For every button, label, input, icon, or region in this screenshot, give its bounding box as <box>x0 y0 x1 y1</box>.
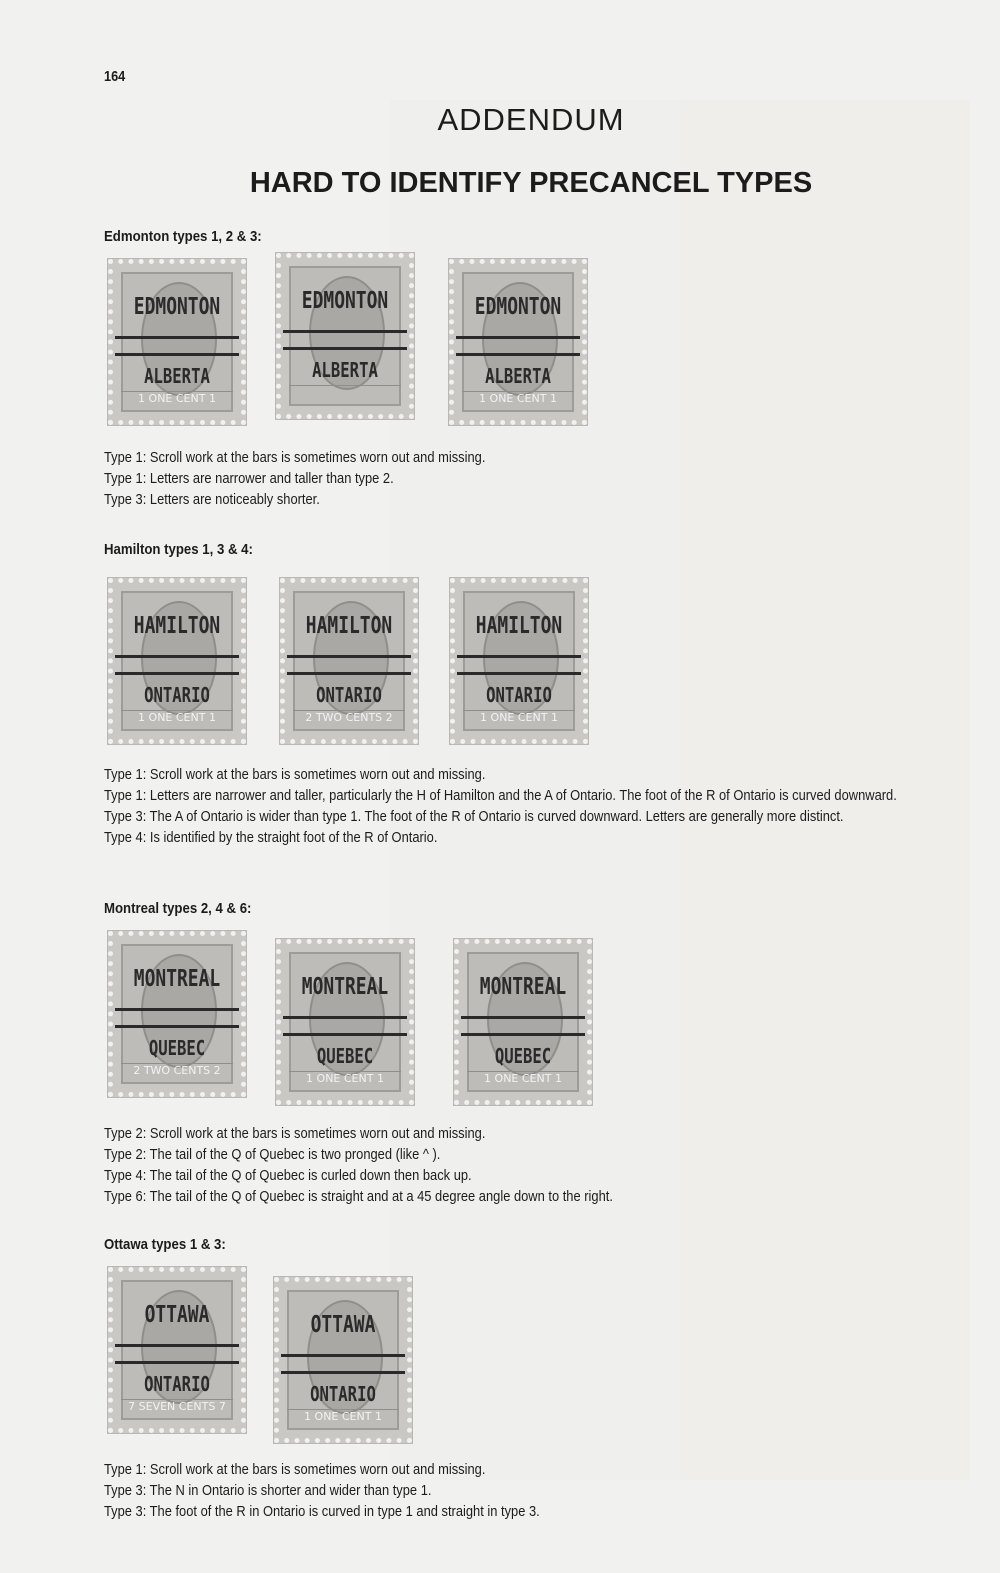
section-hamilton <box>104 541 944 848</box>
section-heading: Hamilton types 1, 3 & 4: <box>104 541 253 558</box>
section-heading: Montreal types 2, 4 & 6: <box>104 900 252 917</box>
stamp-image <box>108 1267 246 1433</box>
page-title: ADDENDUM <box>437 102 625 137</box>
precancel-province: QUEBEC <box>494 1044 552 1068</box>
precancel-province: ALBERTA <box>144 364 210 388</box>
precancel-province: ALBERTA <box>485 364 551 388</box>
precancel-province: ONTARIO <box>316 683 382 707</box>
notes-list <box>104 1459 944 1522</box>
precancel-bars <box>283 1016 407 1036</box>
note: Type 2: The tail of the Q of Quebec is two pronged (like ^ ). <box>104 1146 441 1163</box>
note: Type 3: The N in Ontario is shorter and wider than type 1. <box>104 1482 432 1499</box>
stamp-denomination: 2 TWO CENTS 2 <box>121 1063 233 1082</box>
stamp-denomination: 1 ONE CENT 1 <box>463 710 575 729</box>
precancel-province: ONTARIO <box>144 1372 210 1396</box>
stamp-row <box>104 259 944 439</box>
stamp-row <box>104 1267 944 1447</box>
stamp-image <box>274 1277 412 1443</box>
stamp-denomination: 1 ONE CENT 1 <box>121 710 233 729</box>
precancel-bars <box>115 336 239 356</box>
note: Type 1: Scroll work at the bars is sometimes worn out and missing. <box>104 766 486 783</box>
note: Type 1: Scroll work at the bars is sometimes worn out and missing. <box>104 1461 486 1478</box>
stamp-denomination: 2 TWO CENTS 2 <box>293 710 405 729</box>
stamp-denomination: 7 SEVEN CENTS 7 <box>121 1399 233 1418</box>
stamp-image <box>449 259 587 425</box>
stamp-image <box>276 939 414 1105</box>
stamp-image <box>450 578 588 744</box>
precancel-city: EDMONTON <box>301 288 389 314</box>
page-number: 164 <box>104 68 126 85</box>
precancel-bars <box>281 1354 405 1374</box>
page-subtitle: HARD TO IDENTIFY PRECANCEL TYPES <box>249 167 813 199</box>
precancel-bars <box>456 336 580 356</box>
precancel-bars <box>461 1016 585 1036</box>
section-ottawa <box>104 1236 944 1522</box>
precancel-city: MONTREAL <box>133 966 221 992</box>
stamp-denomination <box>289 385 401 404</box>
precancel-province: ONTARIO <box>310 1382 376 1406</box>
stamp-denomination: 1 ONE CENT 1 <box>467 1071 579 1090</box>
precancel-city: EDMONTON <box>133 294 221 320</box>
precancel-province: QUEBEC <box>316 1044 374 1068</box>
stamp-image <box>108 578 246 744</box>
stamp-image <box>108 931 246 1097</box>
notes-list <box>104 1123 944 1207</box>
precancel-province: ALBERTA <box>312 358 378 382</box>
note: Type 3: Letters are noticeably shorter. <box>104 491 320 508</box>
precancel-city: HAMILTON <box>133 613 221 639</box>
precancel-province: QUEBEC <box>148 1036 206 1060</box>
precancel-city: EDMONTON <box>474 294 562 320</box>
precancel-city: MONTREAL <box>479 974 567 1000</box>
section-montreal <box>104 900 944 1207</box>
note: Type 1: Scroll work at the bars is sometimes worn out and missing. <box>104 449 486 466</box>
stamp-image <box>276 253 414 419</box>
precancel-city: HAMILTON <box>305 613 393 639</box>
note: Type 4: The tail of the Q of Quebec is curled down then back up. <box>104 1167 472 1184</box>
stamp-denomination: 1 ONE CENT 1 <box>289 1071 401 1090</box>
stamp-image <box>280 578 418 744</box>
precancel-bars <box>115 1008 239 1028</box>
precancel-city: MONTREAL <box>301 974 389 1000</box>
precancel-bars <box>287 655 411 675</box>
precancel-city: OTTAWA <box>310 1312 376 1338</box>
precancel-bars <box>457 655 581 675</box>
precancel-bars <box>115 1344 239 1364</box>
note: Type 2: Scroll work at the bars is sometimes worn out and missing. <box>104 1125 486 1142</box>
precancel-bars <box>115 655 239 675</box>
precancel-city: HAMILTON <box>475 613 563 639</box>
stamp-denomination: 1 ONE CENT 1 <box>121 391 233 410</box>
stamp-image <box>108 259 246 425</box>
stamp-image <box>454 939 592 1105</box>
stamp-denomination: 1 ONE CENT 1 <box>462 391 574 410</box>
stamp-denomination: 1 ONE CENT 1 <box>287 1409 399 1428</box>
precancel-bars <box>283 330 407 350</box>
note: Type 1: Letters are narrower and taller, particularly the H of Hamilton and the A of Ontario. The foot of the R of Ontario is curved downward. <box>104 787 897 804</box>
note: Type 6: The tail of the Q of Quebec is straight and at a 45 degree angle down to the right. <box>104 1188 613 1205</box>
section-heading: Edmonton types 1, 2 & 3: <box>104 228 262 245</box>
note: Type 3: The foot of the R in Ontario is curved in type 1 and straight in type 3. <box>104 1503 540 1520</box>
stamp-row <box>104 931 944 1111</box>
note: Type 1: Letters are narrower and taller than type 2. <box>104 470 394 487</box>
section-edmonton <box>104 228 944 510</box>
section-heading: Ottawa types 1 & 3: <box>104 1236 226 1253</box>
notes-list <box>104 764 944 848</box>
precancel-city: OTTAWA <box>144 1302 210 1328</box>
stamp-row <box>104 572 944 752</box>
note: Type 4: Is identified by the straight foot of the R of Ontario. <box>104 829 438 846</box>
precancel-province: ONTARIO <box>486 683 552 707</box>
notes-list <box>104 447 944 510</box>
precancel-province: ONTARIO <box>144 683 210 707</box>
note: Type 3: The A of Ontario is wider than type 1. The foot of the R of Ontario is curved downward. Letters are generally more distinct. <box>104 808 844 825</box>
